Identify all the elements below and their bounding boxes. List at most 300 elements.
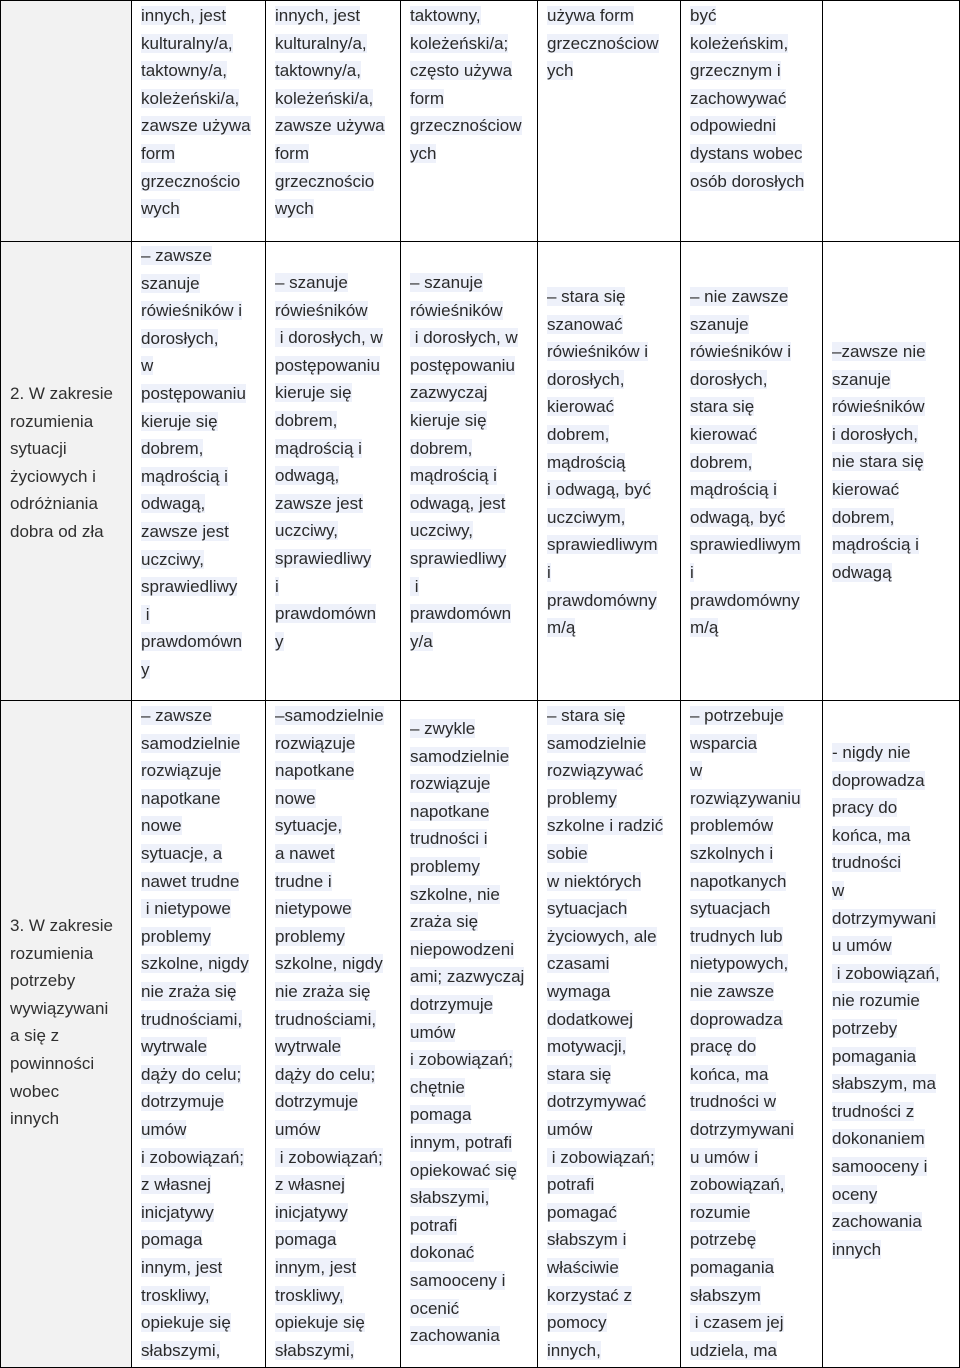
cell-text: wobec — [10, 1081, 60, 1101]
cell-line — [141, 1258, 222, 1278]
cell-line — [141, 1148, 244, 1168]
cell-text: mądrością i — [832, 535, 919, 555]
cell-line — [690, 116, 776, 136]
cell-text: i zobowiązań, — [832, 963, 940, 983]
cell-text: trudności — [832, 853, 901, 873]
cell-text: – stara się — [547, 706, 626, 725]
cell-line — [141, 89, 239, 109]
cell-line — [547, 1092, 646, 1112]
cell-text: – szanuje — [410, 273, 483, 292]
cell-line — [141, 116, 251, 136]
cell-line — [547, 1258, 619, 1278]
cell-text: szkolne i radzić — [547, 816, 664, 836]
cell-text: koleżeński/a, — [141, 88, 240, 108]
cell-text: wych — [275, 199, 314, 219]
cell-line — [141, 872, 239, 892]
cell-line — [690, 172, 804, 192]
cell-text: postępowaniu — [141, 384, 246, 403]
cell-text: dobrem, — [410, 438, 473, 458]
cell-text: zobowiązań, — [690, 1175, 785, 1195]
cell-line — [275, 61, 361, 81]
cell-line — [275, 734, 355, 754]
cell-text: życiowych, ale — [547, 926, 657, 946]
cell-text: potrafi — [547, 1175, 595, 1195]
cell-text: sprawiedliwym — [547, 535, 658, 555]
cell-text: szkolnych i — [690, 844, 774, 863]
cell-text: i czasem jej — [690, 1313, 784, 1333]
cell-text: innych — [10, 1109, 60, 1129]
cell-line — [690, 1286, 761, 1306]
cell-line — [832, 936, 892, 956]
cell-line — [547, 844, 588, 864]
cell-text: potrzeby — [10, 971, 76, 991]
cell-line — [832, 1074, 936, 1094]
cell-line — [275, 1148, 383, 1168]
cell-line — [547, 927, 657, 947]
cell-text: wsparcia — [690, 733, 758, 753]
cell-text: i dorosłych, — [832, 424, 918, 444]
cell-line — [141, 61, 227, 81]
cell-text: napotkane — [141, 788, 221, 808]
cell-line — [410, 1188, 489, 1208]
cell-line — [690, 1092, 776, 1112]
cell-text: nie zraża się — [275, 982, 371, 1001]
cell-text: dobrem, — [275, 411, 338, 430]
cell-line — [275, 1092, 358, 1112]
cell-line — [690, 1120, 794, 1140]
cell-line — [410, 144, 436, 164]
cell-line — [275, 1258, 356, 1278]
cell-line — [141, 1286, 210, 1306]
cell-line — [410, 1299, 459, 1319]
cell-line — [547, 761, 643, 781]
cell-text: dobra od zła — [10, 522, 104, 541]
cell-text: innych — [832, 1239, 882, 1259]
cell-line — [141, 34, 233, 54]
cell-text: i nietypowe — [141, 899, 231, 919]
cell-text: i — [690, 563, 694, 582]
cell-line — [410, 1133, 512, 1153]
cell-line — [832, 563, 892, 583]
cell-line — [410, 719, 475, 739]
cell-text: pomagania — [832, 1046, 917, 1066]
cell-line — [410, 1271, 505, 1291]
cell-line — [832, 881, 844, 901]
cell-line — [547, 397, 614, 417]
cell-line — [832, 909, 936, 929]
cell-text: innych, jest — [275, 6, 361, 25]
cell-text: – nie zawsze — [690, 287, 789, 306]
cell-line — [547, 425, 609, 445]
cell-line — [832, 743, 910, 763]
cell-text: niepowodzeni — [410, 939, 514, 959]
cell-text: stara się — [547, 1064, 612, 1084]
cell-line — [690, 315, 749, 335]
cell-text: rozwiązuje — [275, 733, 356, 753]
cell-text: napotkane — [410, 801, 490, 821]
cell-text: powinności — [10, 1054, 95, 1073]
cell-text: u umów — [832, 936, 892, 956]
cell-line — [275, 273, 348, 293]
cell-line — [832, 771, 925, 791]
cell-text: samodzielnie — [141, 733, 241, 753]
cell-text: odpowiedni — [690, 116, 777, 136]
cell-line — [141, 301, 242, 321]
cell-line — [690, 287, 788, 307]
cell-text: postępowaniu — [275, 355, 380, 375]
cell-text: – szanuje — [275, 273, 348, 292]
cell-text: problemy — [141, 926, 211, 946]
cell-text: umów — [275, 1120, 321, 1139]
cell-line — [275, 844, 335, 864]
cell-line — [275, 1313, 365, 1333]
cell-text: pomaga — [410, 1105, 472, 1125]
cell-text: rówieśników — [832, 397, 925, 417]
cell-line — [410, 912, 478, 932]
cell-line — [547, 342, 648, 362]
cell-line — [547, 1175, 594, 1195]
cell-text: m/ą — [547, 618, 576, 638]
cell-text: szanować — [547, 314, 623, 334]
cell-text: u umów i — [690, 1147, 759, 1167]
cell-line — [141, 789, 220, 809]
cell-line — [690, 927, 783, 947]
cell-line — [275, 144, 309, 164]
cell-line — [141, 899, 231, 919]
cell-text: sytuacje, a — [141, 844, 223, 863]
cell-line — [690, 425, 757, 445]
cell-text: kieruje się — [275, 383, 352, 403]
cell-text: dobrem, — [141, 439, 204, 459]
cell-text: pracy do — [832, 798, 898, 818]
cell-line — [547, 563, 551, 583]
cell-line — [832, 853, 901, 873]
cell-line — [410, 1050, 513, 1070]
cell-text: grzecznościow — [410, 116, 522, 136]
cell-line — [10, 1082, 59, 1102]
cell-line — [832, 1129, 925, 1149]
column-divider — [265, 0, 266, 1368]
cell-text: – zwykle — [410, 719, 476, 738]
cell-text: odwagą, — [141, 494, 206, 514]
cell-text: troskliwy, — [141, 1285, 210, 1305]
cell-line — [547, 453, 625, 473]
cell-line — [832, 535, 919, 555]
cell-line — [275, 89, 373, 109]
cell-line — [410, 466, 497, 486]
cell-line — [141, 954, 249, 974]
cell-text: koleżeński/a; — [410, 33, 509, 53]
cell-text: - nigdy nie — [832, 743, 911, 762]
cell-text: rówieśników — [410, 300, 503, 320]
cell-line — [141, 6, 226, 26]
cell-line — [410, 1023, 455, 1043]
cell-line — [410, 885, 500, 905]
cell-line — [832, 964, 940, 984]
cell-text: pomagania — [690, 1258, 775, 1277]
cell-line — [275, 706, 384, 726]
cell-line — [275, 954, 383, 974]
cell-text: dąży do celu; — [141, 1064, 242, 1084]
cell-text: dąży do celu; — [275, 1064, 376, 1084]
cell-text: pracę do — [690, 1037, 757, 1057]
cell-text: rozwiązywaniu — [690, 788, 801, 808]
cell-line — [547, 591, 657, 611]
cell-line — [275, 1037, 341, 1057]
cell-line — [690, 982, 774, 1002]
cell-line — [141, 1092, 224, 1112]
cell-text: dobrem, — [832, 507, 895, 527]
cell-line — [547, 61, 573, 81]
column-divider — [822, 0, 823, 1368]
cell-line — [832, 1047, 916, 1067]
cell-text: koleżeński/a, — [275, 88, 374, 108]
cell-text: nietypowe — [275, 899, 352, 919]
cell-text: dotrzymuje — [410, 995, 494, 1014]
cell-line — [410, 356, 515, 376]
cell-text: taktowny/a, — [141, 61, 227, 81]
cell-line — [832, 1019, 897, 1039]
cell-text: sytuacje, — [275, 816, 343, 836]
cell-line — [410, 940, 514, 960]
cell-line — [10, 1109, 59, 1129]
cell-text: potrafi — [410, 1215, 458, 1235]
cell-line — [141, 1037, 207, 1057]
cell-line — [832, 397, 925, 417]
cell-text: y/a — [410, 631, 433, 651]
cell-line — [690, 453, 752, 473]
cell-line — [832, 370, 891, 390]
cell-text: i odwagą, być — [547, 480, 651, 500]
cell-line — [410, 116, 522, 136]
cell-line — [275, 34, 367, 54]
cell-text: taktowny/a, — [275, 61, 361, 81]
cell-line — [690, 618, 718, 638]
cell-text: oceny — [832, 1184, 878, 1204]
cell-line — [275, 761, 354, 781]
cell-text: prawdomówn — [275, 604, 377, 624]
cell-text: kieruje się — [141, 411, 218, 431]
cell-line — [690, 872, 786, 892]
cell-line — [410, 577, 419, 597]
cell-line — [141, 199, 180, 219]
cell-line — [275, 411, 337, 431]
cell-text: wywiązywani — [10, 998, 109, 1018]
cell-text: rozumie — [690, 1202, 751, 1222]
cell-text: dorosłych, — [141, 328, 219, 348]
cell-text: form — [275, 144, 309, 163]
cell-text: umów — [547, 1120, 593, 1139]
cell-text: rówieśników i — [547, 342, 649, 362]
cell-text: i — [275, 576, 279, 596]
cell-text: – potrzebuje — [690, 706, 784, 725]
cell-line — [547, 706, 625, 726]
cell-text: słabszym, ma — [832, 1074, 936, 1094]
cell-text: chętnie — [410, 1077, 465, 1097]
cell-text: pomagać — [547, 1202, 617, 1222]
cell-line — [275, 1065, 375, 1085]
cell-line — [141, 844, 222, 864]
cell-text: grzecznościo — [275, 171, 375, 191]
cell-text: słabszymi, — [275, 1340, 355, 1360]
cell-line — [275, 1230, 336, 1250]
cell-line — [832, 1102, 914, 1122]
cell-text: napotkanych — [690, 871, 787, 891]
cell-line — [275, 1286, 344, 1306]
cell-line — [141, 246, 212, 266]
cell-text: umów — [410, 1022, 456, 1042]
cell-line — [690, 144, 802, 164]
cell-text: y — [141, 660, 150, 679]
cell-text: z własnej — [141, 1175, 211, 1195]
cell-text: kierować — [547, 397, 615, 417]
cell-text: w — [832, 881, 845, 900]
cell-text: samodzielnie — [547, 733, 647, 753]
cell-line — [690, 1230, 756, 1250]
cell-line — [547, 1120, 592, 1140]
cell-text: sytuacjach — [547, 899, 628, 919]
cell-text: problemy — [547, 788, 617, 808]
cell-line — [141, 550, 204, 570]
cell-text: dokonać — [410, 1243, 475, 1263]
column-divider — [537, 0, 538, 1368]
cell-line — [10, 916, 113, 936]
cell-text: innym, jest — [275, 1258, 357, 1277]
cell-line — [275, 301, 368, 321]
cell-line — [275, 439, 362, 459]
cell-text: i zobowiązań; — [141, 1147, 245, 1167]
cell-line — [10, 522, 104, 542]
cell-text: mądrością i — [141, 466, 228, 486]
cell-text: nie stara się — [832, 452, 924, 472]
cell-text: ych — [410, 144, 437, 163]
cell-line — [832, 480, 899, 500]
cell-line — [141, 356, 153, 376]
cell-line — [690, 706, 784, 726]
column-divider — [0, 0, 1, 1368]
cell-text: – stara się — [547, 287, 626, 306]
cell-line — [410, 632, 433, 652]
cell-text: pomocy — [547, 1313, 607, 1333]
cell-text: często używa — [410, 61, 513, 81]
cell-line — [410, 802, 489, 822]
cell-text: słabszymi, — [141, 1340, 221, 1360]
cell-text: nie rozumie — [832, 991, 920, 1011]
cell-line — [141, 1341, 220, 1361]
cell-text: opiekuje się — [141, 1313, 231, 1333]
cell-line — [690, 1010, 783, 1030]
cell-line — [690, 1148, 758, 1168]
cell-line — [141, 1065, 241, 1085]
cell-line — [275, 1120, 320, 1140]
cell-line — [547, 1010, 633, 1030]
cell-text: taktowny, — [410, 6, 481, 25]
cell-text: sprawiedliwym — [690, 535, 801, 555]
cell-text: pomaga — [275, 1230, 337, 1250]
cell-text: kieruje się — [410, 411, 487, 430]
cell-line — [410, 829, 487, 849]
cell-text: wych — [141, 199, 180, 219]
cell-text: szkolne, nigdy — [275, 954, 383, 974]
cell-text: innym, potrafi — [410, 1133, 513, 1152]
criteria-column-background — [0, 0, 131, 1368]
cell-line — [690, 1175, 785, 1195]
row-divider — [0, 241, 960, 242]
cell-text: rozwiązuje — [410, 774, 491, 794]
column-divider — [680, 0, 681, 1368]
cell-text: uczciwy, — [141, 549, 204, 569]
cell-line — [690, 761, 702, 781]
cell-text: umów — [141, 1120, 187, 1139]
cell-text: zawsze używa — [141, 116, 251, 136]
cell-text: pomaga — [141, 1230, 203, 1250]
cell-text: odwagą, — [275, 466, 340, 486]
cell-line — [410, 1161, 517, 1181]
cell-text: trudnościami, — [275, 1009, 377, 1029]
cell-text: zachowania — [832, 1212, 922, 1232]
cell-line — [690, 535, 801, 555]
cell-text: potrzebę — [690, 1230, 757, 1250]
cell-text: życiowych i — [10, 466, 96, 486]
cell-text: trudności w — [690, 1092, 776, 1112]
cell-line — [547, 1230, 626, 1250]
cell-text: dotrzymywani — [832, 908, 936, 928]
cell-line — [690, 1065, 768, 1085]
cell-line — [547, 954, 609, 974]
cell-text: dystans wobec — [690, 144, 803, 163]
cell-line — [690, 342, 791, 362]
cell-line — [410, 89, 444, 109]
cell-text: samodzielnie — [410, 746, 510, 766]
cell-line — [547, 789, 617, 809]
cell-text: i dorosłych, w — [275, 328, 383, 348]
cell-line — [141, 734, 240, 754]
cell-text: zazwyczaj — [410, 383, 488, 403]
cell-line — [141, 706, 212, 726]
cell-line — [410, 273, 483, 293]
cell-text: dokonaniem — [832, 1129, 925, 1149]
cell-text: sytuacjach — [690, 899, 771, 919]
cell-text: słabszymi, — [410, 1188, 490, 1208]
cell-text: być — [690, 6, 717, 25]
cell-text: prawdomówn — [141, 632, 243, 652]
cell-line — [275, 1203, 348, 1223]
cell-line — [547, 287, 625, 307]
cell-text: innym, jest — [141, 1258, 223, 1277]
cell-text: troskliwy, — [275, 1285, 344, 1305]
cell-line — [410, 383, 487, 403]
cell-text: sprawiedliwy — [141, 577, 238, 597]
cell-text: udziela, ma — [690, 1340, 777, 1360]
cell-text: szanuje — [690, 314, 749, 334]
cell-text: 2. W zakresie — [10, 384, 113, 403]
cell-line — [547, 370, 624, 390]
cell-line — [690, 844, 773, 864]
cell-text: zawsze jest — [141, 522, 229, 541]
cell-text: stara się — [690, 397, 755, 417]
cell-text: wytrwale — [275, 1037, 342, 1057]
cell-text: uczciwy, — [275, 521, 338, 541]
cell-line — [10, 999, 108, 1019]
cell-line — [141, 494, 205, 514]
cell-text: –samodzielnie — [275, 706, 384, 725]
cell-text: sprawiedliwy — [410, 549, 507, 568]
cell-line — [10, 494, 98, 514]
cell-text: form — [410, 88, 444, 108]
cell-line — [547, 982, 610, 1002]
cell-text: rówieśników — [275, 300, 368, 320]
cell-line — [275, 816, 342, 836]
